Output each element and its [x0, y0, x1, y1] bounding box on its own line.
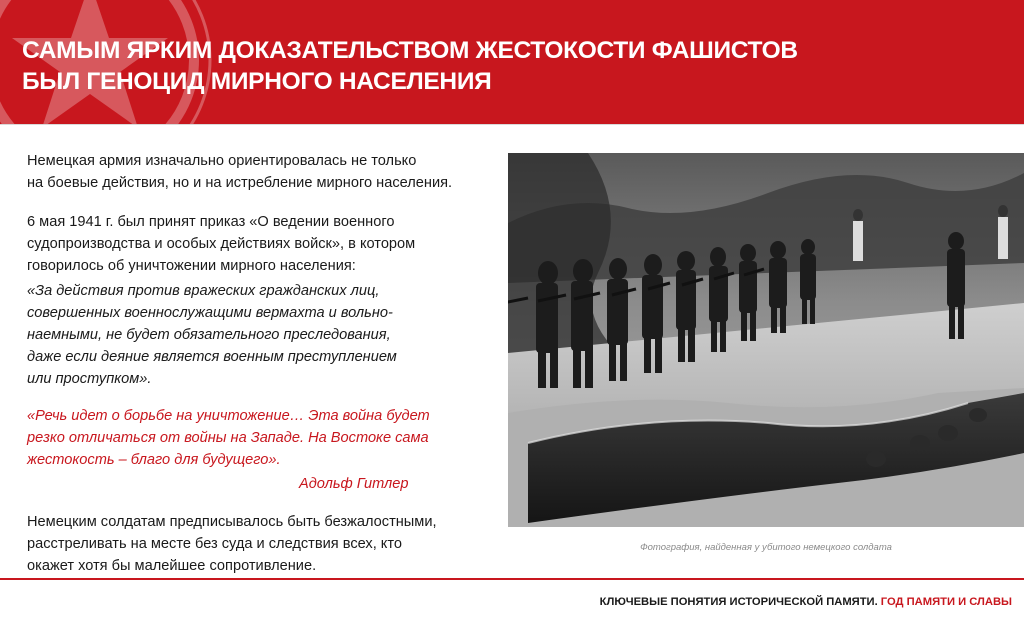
photo-caption: Фотография, найденная у убитого немецкого солдата	[640, 542, 892, 553]
text-line: наемными, не будет обязательного преследования,	[27, 327, 391, 343]
text-line: на боевые действия, но и на истребление мирного населения.	[27, 175, 453, 191]
order-quote	[27, 280, 397, 390]
hitler-quote	[27, 405, 430, 471]
title-line: САМЫМ ЯРКИМ ДОКАЗАТЕЛЬСТВОМ ЖЕСТОКОСТИ ФАШИСТОВ	[22, 37, 798, 64]
text-line: говорилось об уничтожении мирного населения:	[27, 258, 356, 274]
text-line: 6 мая 1941 г. был принят приказ «О ведении военного	[27, 214, 395, 230]
photo-illustration	[508, 153, 1024, 527]
historical-photo	[508, 153, 1024, 527]
title-line: БЫЛ ГЕНОЦИД МИРНОГО НАСЕЛЕНИЯ	[22, 68, 492, 95]
text-line: Немецкая армия изначально ориентировалась не только	[27, 153, 417, 169]
quote-author: Адольф Гитлер	[299, 476, 409, 492]
footer-accent-text: ГОД ПАМЯТИ И СЛАВЫ	[880, 596, 1012, 608]
footer-divider	[0, 578, 1024, 580]
text-line: резко отличаться от войны на Западе. На Востоке сама	[27, 430, 429, 446]
text-line: «За действия против вражеских гражданских лиц,	[27, 283, 380, 299]
text-line: даже если деяние является военным преступлением	[27, 349, 397, 365]
text-line: судопроизводства и особых действиях войск», в котором	[27, 236, 416, 252]
footer-label	[600, 596, 1012, 608]
text-line: «Речь идет о борьбе на уничтожение… Эта война будет	[27, 408, 430, 424]
text-line: жестокость – благо для будущего».	[27, 452, 281, 468]
header-divider	[0, 124, 1024, 125]
text-line: совершенных военнослужащими вермахта и вольно-	[27, 305, 393, 321]
text-line: окажет хотя бы малейшее сопротивление.	[27, 558, 317, 574]
order-paragraph	[27, 211, 415, 277]
closing-paragraph	[27, 511, 437, 577]
text-line: расстреливать на месте без суда и следствия всех, кто	[27, 536, 402, 552]
intro-paragraph	[27, 150, 452, 194]
text-line: или проступком».	[27, 371, 152, 387]
footer-text: КЛЮЧЕВЫЕ ПОНЯТИЯ ИСТОРИЧЕСКОЙ ПАМЯТИ.	[599, 596, 878, 608]
header-banner	[0, 0, 1024, 124]
text-line: Немецким солдатам предписывалось быть безжалостными,	[27, 514, 437, 530]
page-title	[22, 35, 798, 97]
